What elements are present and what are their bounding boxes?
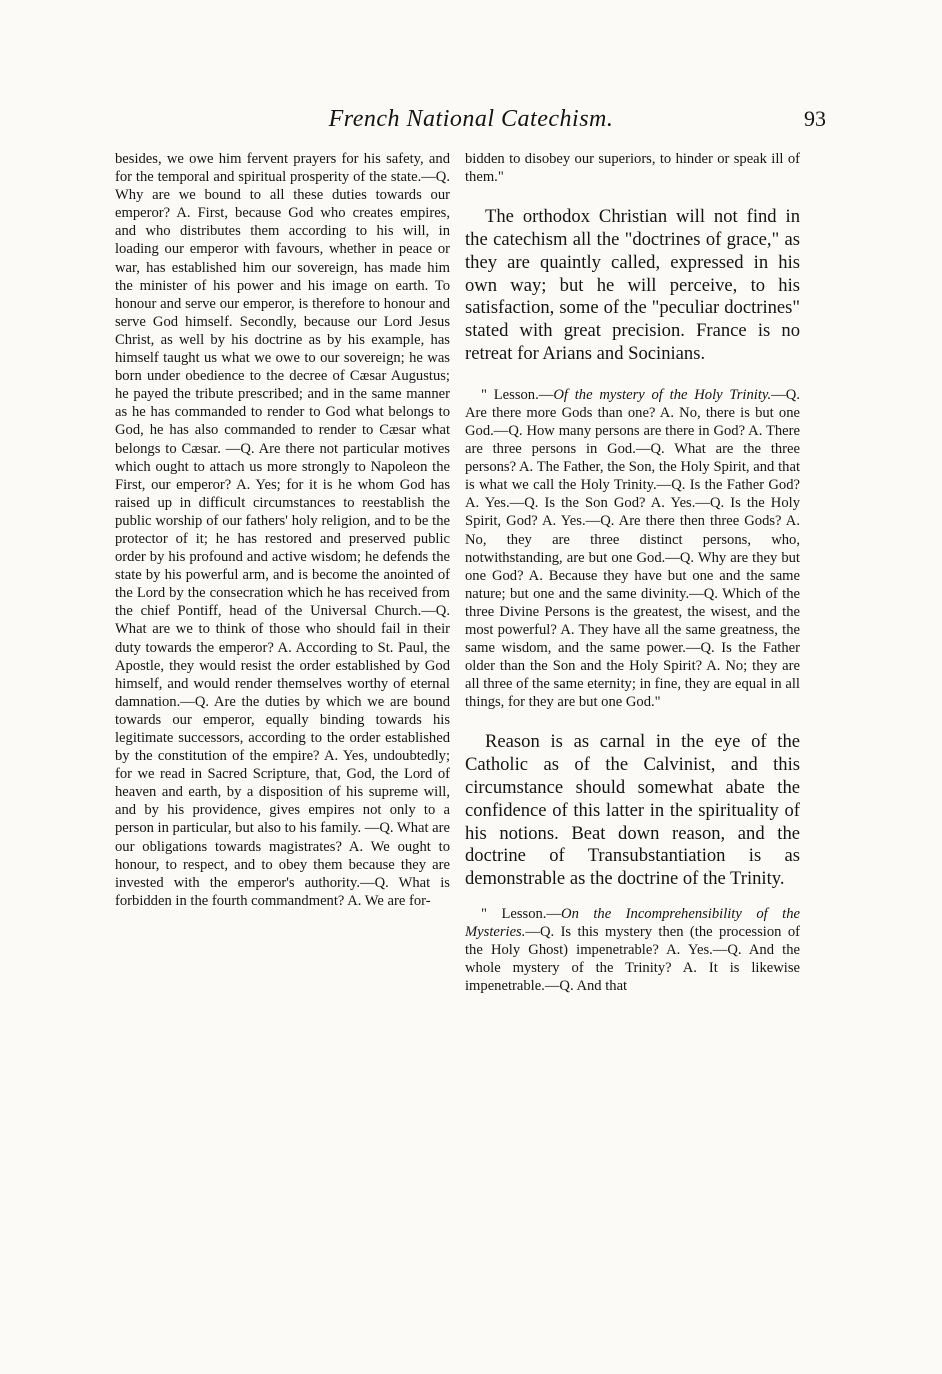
lesson-mysteries	[465, 905, 800, 995]
lesson-trinity	[465, 386, 800, 712]
page-number: 93	[804, 106, 826, 131]
lesson-mysteries-body: —Q. Is this mystery then (the procession of the Holy Ghost) impenetrable? A. Yes.—Q. And the whole mystery of the Trinity? A. It is likewise impenetrable.—Q. And that	[465, 924, 800, 995]
lesson-trinity-title: Of the mystery of the Holy Trinity.	[553, 386, 772, 403]
left-column-text: besides, we owe him fervent prayers for his safety, and for the temporal and spiritual prosperity of the state.—Q. Why are we bound to all these duties towards our emperor? A. First, because God who creates empires, and who distributes them according to his will, in loading our emperor with favours, whether in peace or war, has established him our sovereign, has made him the minister of his power and his image on earth. To honour and serve our emperor, is therefore to honour and serve God himself. Secondly, because our Lord Jesus Christ, as well by his doctrine as by his example, has himself taught us what we owe to our sovereign; he was born under obedience to the decree of Cæsar Augustus; he payed the tribute prescribed; and in the same manner as he has commanded to render to God what belongs to God, he has also commanded to render to Cæsar what belongs to Cæsar. —Q. Are there not particular motives which ought to attach us more strongly to Napoleon the First, our emperor? A. Yes; for it is he whom God has raised up in difficult circumstances to reestablish the public worship of our fathers' holy religion, and to be the protector of it; he has restored and preserved public order by his profound and active wisdom; he defends the state by his powerful arm, and is become the anointed of the Lord by the consecration which he has received from the chief Pontiff, head of the Universal Church.—Q. What are we to think of those who should fail in their duty towards the emperor? A. According to St. Paul, the Apostle, they would resist the order established by God himself, and would render themselves worthy of eternal damnation.—Q. Are the duties by which we are bound towards our emperor, equally binding towards his legitimate successors, according to the order established by the constitution of the empire? A. Yes, undoubtedly; for we read in Sacred Scripture, that, God, the Lord of heaven and earth, by a disposition of his supreme will, and by his providence, gives empires not only to a person in particular, but also to his family. —Q. What are our obligations towards magistrates? A. We ought to honour, to respect, and to obey them because they are invested with the emperor's authority.—Q. What is forbidden in the fourth commandment? A. We are for-	[115, 151, 450, 909]
running-title: French National Catechism.	[328, 106, 614, 132]
lesson-trinity-body: —Q. Are there more Gods than one? A. No, there is but one God.—Q. How many persons are there in God? A. There are three persons in God.—Q. What are the three persons? A. The Father, the Son, the Holy Spirit, and that is what we call the Holy Trinity.—Q. Is the Father God? A. Yes.—Q. Is the Son God? A. Yes.—Q. Is the Holy Spirit, God? A. Yes.—Q. Are there then three Gods? A. No, they are three distinct persons, who, notwithstanding, are but one God.—Q. Why are they but one God? A. Because they have but one and the same nature; but one and the same divinity.—Q. Which of the three Divine Persons is the greatest, the wisest, and the most powerful? A. They have all the same greatness, the same wisdom, and the same power.—Q. Is the Father older than the Son and the Holy Spirit? A. No; they are all three of the same eternity; in fine, they are equal in all things, for they are but one God."	[465, 386, 800, 711]
quote-continuation: bidden to disobey our superiors, to hinder or speak ill of them."	[465, 151, 800, 186]
lesson-trinity-open: " Lesson.—	[481, 386, 554, 403]
running-head	[0, 106, 942, 140]
left-column	[115, 150, 450, 910]
lesson-mysteries-open: " Lesson.—	[481, 906, 562, 923]
lesson-mysteries-title: On the Incomprehensibility of the Mysteries.	[465, 906, 800, 941]
commentary-paragraph-2: Reason is as carnal in the eye of the Catholic as of the Calvinist, and this circumstance should somewhat abate the confidence of this latter in the spirituality of his notions. Beat down reason, and the doctrine of Transubstantiation is as demonstrable as the doctrine of the Trinity.	[465, 731, 800, 890]
right-column	[465, 150, 800, 996]
commentary-paragraph-1: The orthodox Christian will not find in the catechism all the "doctrines of grace," as they are quaintly called, expressed in his own way; but he will perceive, to his satisfaction, some of the "peculiar doctrines" stated with great precision. France is no retreat for Arians and Socinians.	[465, 206, 800, 364]
